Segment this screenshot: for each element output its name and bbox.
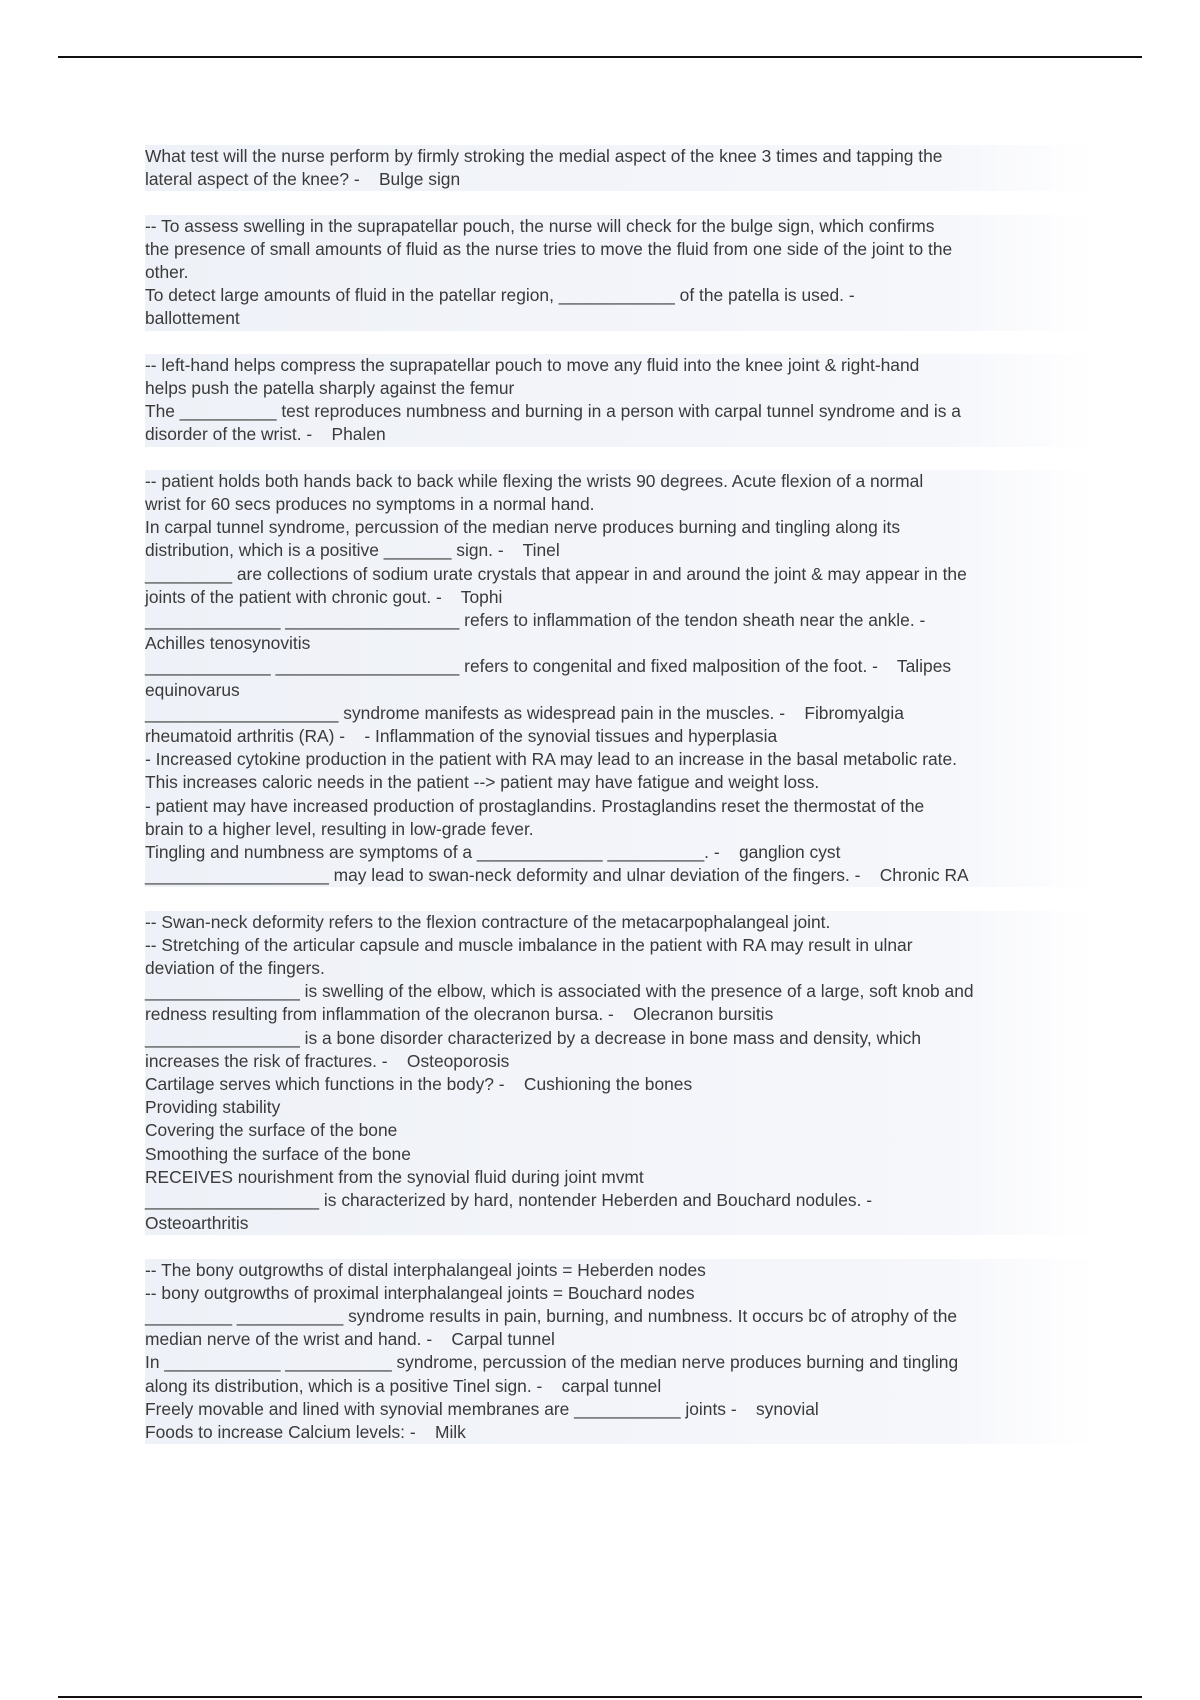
- text-line: _________ are collections of sodium urate crystals that appear in and around the joint & may appear in the: [145, 563, 1095, 586]
- text-line: Tingling and numbness are symptoms of a _____________ __________. - ganglion cyst: [145, 841, 1095, 864]
- text-line: equinovarus: [145, 679, 1095, 702]
- blank-line: [145, 887, 1095, 910]
- text-line: Providing stability: [145, 1096, 1095, 1119]
- text-line: brain to a higher level, resulting in low-grade fever.: [145, 818, 1095, 841]
- text-line: -- The bony outgrowths of distal interphalangeal joints = Heberden nodes: [145, 1259, 1095, 1282]
- text-line: redness resulting from inflammation of the olecranon bursa. - Olecranon bursitis: [145, 1003, 1095, 1026]
- text-line: ________________ is a bone disorder characterized by a decrease in bone mass and density, which: [145, 1027, 1095, 1050]
- text-line: _____________ ___________________ refers to congenital and fixed malposition of the foot. - Talipes: [145, 655, 1095, 678]
- text-line: -- Swan-neck deformity refers to the flexion contracture of the metacarpophalangeal joint.: [145, 911, 1095, 934]
- text-line: wrist for 60 secs produces no symptoms in a normal hand.: [145, 493, 1095, 516]
- text-line: ________________ is swelling of the elbow, which is associated with the presence of a large, soft knob and: [145, 980, 1095, 1003]
- text-line: ____________________ syndrome manifests as widespread pain in the muscles. - Fibromyalgia: [145, 702, 1095, 725]
- text-line: ___________________ may lead to swan-neck deformity and ulnar deviation of the fingers. - Chronic RA: [145, 864, 1095, 887]
- text-line: helps push the patella sharply against the femur: [145, 377, 1095, 400]
- text-line: along its distribution, which is a positive Tinel sign. - carpal tunnel: [145, 1375, 1095, 1398]
- text-line: -- left-hand helps compress the suprapatellar pouch to move any fluid into the knee joint & right-hand: [145, 354, 1095, 377]
- text-line: disorder of the wrist. - Phalen: [145, 423, 1095, 446]
- document-body: [145, 145, 1095, 1444]
- text-line: - patient may have increased production of prostaglandins. Prostaglandins reset the thermostat of the: [145, 795, 1095, 818]
- text-line: __________________ is characterized by hard, nontender Heberden and Bouchard nodules. -: [145, 1189, 1095, 1212]
- text-line: joints of the patient with chronic gout. - Tophi: [145, 586, 1095, 609]
- text-line: Achilles tenosynovitis: [145, 632, 1095, 655]
- text-line: other.: [145, 261, 1095, 284]
- text-line: This increases caloric needs in the patient --> patient may have fatigue and weight loss.: [145, 771, 1095, 794]
- text-line: To detect large amounts of fluid in the patellar region, ____________ of the patella is used. -: [145, 284, 1095, 307]
- text-line: Freely movable and lined with synovial membranes are ___________ joints - synovial: [145, 1398, 1095, 1421]
- text-line: the presence of small amounts of fluid as the nurse tries to move the fluid from one side of the joint to the: [145, 238, 1095, 261]
- blank-line: [145, 191, 1095, 214]
- text-line: median nerve of the wrist and hand. - Carpal tunnel: [145, 1328, 1095, 1351]
- text-line: _________ ___________ syndrome results in pain, burning, and numbness. It occurs bc of atrophy of the: [145, 1305, 1095, 1328]
- text-line: distribution, which is a positive _______ sign. - Tinel: [145, 539, 1095, 562]
- text-line: rheumatoid arthritis (RA) - - Inflammation of the synovial tissues and hyperplasia: [145, 725, 1095, 748]
- text-line: Foods to increase Calcium levels: - Milk: [145, 1421, 1095, 1444]
- text-line: What test will the nurse perform by firmly stroking the medial aspect of the knee 3 times and tapping the: [145, 145, 1095, 168]
- text-line: In ____________ ___________ syndrome, percussion of the median nerve produces burning and tingling: [145, 1351, 1095, 1374]
- text-line: ballottement: [145, 307, 1095, 330]
- text-line: ______________ __________________ refers to inflammation of the tendon sheath near the ankle. -: [145, 609, 1095, 632]
- blank-line: [145, 1235, 1095, 1258]
- text-line: Osteoarthritis: [145, 1212, 1095, 1235]
- text-line: -- patient holds both hands back to back while flexing the wrists 90 degrees. Acute flexion of a normal: [145, 470, 1095, 493]
- text-line: increases the risk of fractures. - Osteoporosis: [145, 1050, 1095, 1073]
- text-line: Covering the surface of the bone: [145, 1119, 1095, 1142]
- text-line: deviation of the fingers.: [145, 957, 1095, 980]
- blank-line: [145, 331, 1095, 354]
- bottom-rule: [58, 1696, 1142, 1698]
- blank-line: [145, 447, 1095, 470]
- text-line: -- Stretching of the articular capsule and muscle imbalance in the patient with RA may result in ulnar: [145, 934, 1095, 957]
- text-line: lateral aspect of the knee? - Bulge sign: [145, 168, 1095, 191]
- top-rule: [58, 56, 1142, 58]
- text-line: -- To assess swelling in the suprapatellar pouch, the nurse will check for the bulge sign, which confirms: [145, 215, 1095, 238]
- text-line: The __________ test reproduces numbness and burning in a person with carpal tunnel syndrome and is a: [145, 400, 1095, 423]
- text-line: - Increased cytokine production in the patient with RA may lead to an increase in the basal metabolic rate.: [145, 748, 1095, 771]
- text-line: Cartilage serves which functions in the body? - Cushioning the bones: [145, 1073, 1095, 1096]
- text-line: -- bony outgrowths of proximal interphalangeal joints = Bouchard nodes: [145, 1282, 1095, 1305]
- text-line: In carpal tunnel syndrome, percussion of the median nerve produces burning and tingling along its: [145, 516, 1095, 539]
- text-line: RECEIVES nourishment from the synovial fluid during joint mvmt: [145, 1166, 1095, 1189]
- text-line: Smoothing the surface of the bone: [145, 1143, 1095, 1166]
